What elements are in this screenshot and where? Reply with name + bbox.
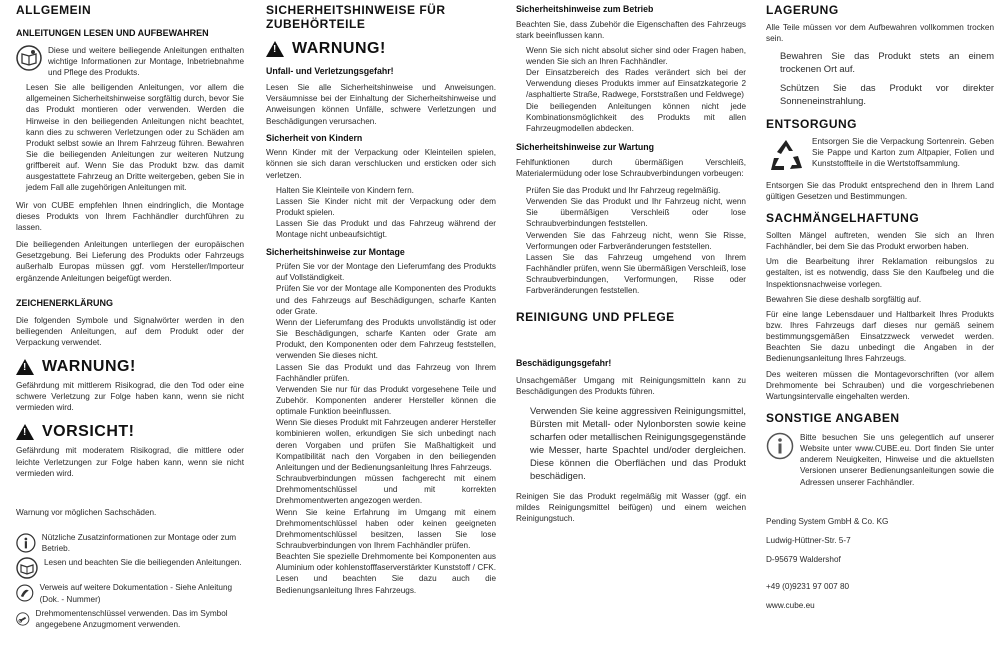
children-item: Lassen Sie Kinder nicht mit der Verpackung oder dem Produkt spielen. xyxy=(276,196,496,218)
legend-text: Verweis auf weitere Dokumentation - Siehe Anleitung (Dok. - Nummer) xyxy=(39,583,233,604)
damage-subheading: Beschädigungsgefahr! xyxy=(516,358,612,369)
warning-label-text: WARNUNG! xyxy=(42,357,136,375)
caution-label xyxy=(16,423,244,441)
warning-label xyxy=(266,40,496,58)
website-link[interactable]: www.cube.eu xyxy=(766,601,815,611)
warranty-paragraph: Sollten Mängel auftreten, wenden Sie sich an Ihren Fachhändler, bei dem Sie das Produkt erworben haben. xyxy=(766,230,994,252)
read-info-text: Diese und weitere beiliegende Anleitungen enthalten wichtige Informationen zur Montage, Inbetriebnahme und Pflege des Produkts. xyxy=(48,45,244,77)
legend-item xyxy=(16,557,244,579)
legend-item xyxy=(16,582,244,604)
operation-item: Der Einsatzbereich des Rades verändert sich bei der Verwendung dieses Produkts immer auf Einsatzkategorie 2 /asphaltierte Straße, Radwege, Forststraßen und Feldwege) xyxy=(526,68,746,100)
maintenance-item: Prüfen Sie das Produkt und Ihr Fahrzeug regelmäßig. xyxy=(526,185,721,195)
warning-label-text: WARNUNG! xyxy=(292,39,386,57)
assembly-item: Wenn Sie dieses Produkt mit Fahrzeugen anderer Hersteller kombinieren wollen, erkundigen Sie sich unbedingt nach deren Vorgaben und prüfen Sie Maßhaltigkeit und Kompatibilität nach den Vorgaben in den beiliegenden Anleitungen und der Bedienungsanleitung Ihres Fahrzeugs. xyxy=(276,418,496,472)
read-info-block xyxy=(16,45,244,78)
caution-paragraph: Gefährdung mit moderatem Risikograd, die mittlere oder leichte Verletzungen zur Folge haben kann, wenn sie nicht vermieden wird. xyxy=(16,446,244,478)
torque-wrench-icon xyxy=(16,608,30,630)
phone-number: +49 (0)9231 97 007 80 xyxy=(766,582,850,592)
storage-paragraph: Alle Teile müssen vor dem Aufbewahren vollkommen trocken sein. xyxy=(766,22,994,43)
assembly-item: Prüfen Sie vor der Montage alle Komponenten des Produkts und des Fahrzeugs auf Beschädigungen, scharfe Kanten oder Grate. xyxy=(276,284,496,316)
heading-warranty: SACHMÄNGELHAFTUNG xyxy=(766,211,920,226)
column-storage xyxy=(766,0,994,654)
symbols-paragraph: Die folgenden Symbole und Signalwörter werden in den beiliegenden Anleitungen, auf dem Produkt oder der Verpackung verwendet. xyxy=(16,315,244,347)
read-manual-icon xyxy=(16,45,42,71)
damage-paragraph: Unsachgemäßer Umgang mit Reinigungsmitteln kann zu Beschädigungen des Produkts führen. xyxy=(516,375,746,397)
storage-item: Schützen Sie das Produkt vor direkter Sonneneinstrahlung. xyxy=(780,82,994,107)
maintenance-paragraph: Fehlfunktionen durch übermäßigen Verschleiß, Materialermüdung oder lose Schraubverbindungen vorbeugen: xyxy=(516,157,746,178)
warranty-paragraph: Bewahren Sie diese deshalb sorgfältig auf. xyxy=(766,294,922,304)
maintenance-subheading: Sicherheitshinweise zur Wartung xyxy=(516,142,655,153)
maintenance-item: Lassen Sie das Fahrzeug umgehend von Ihrem Fachhändler prüfen, wenn Sie übermäßigen Verschleiß, lose Schraubverbindungen, Verformungen, Risse oder Farbveränderungen feststellen. xyxy=(526,252,746,296)
children-subheading: Sicherheit von Kindern xyxy=(266,132,363,143)
info-icon xyxy=(766,432,794,460)
address-block xyxy=(766,516,994,612)
heading-cleaning: REINIGUNG UND PFLEGE xyxy=(516,309,675,324)
documentation-icon xyxy=(16,582,34,604)
legend-item xyxy=(16,532,244,554)
heading-storage: LAGERUNG xyxy=(766,3,839,17)
assembly-item: Prüfen Sie vor der Montage den Lieferumfang des Produkts auf Vollständigkeit. xyxy=(276,262,496,283)
legend-text: Drehmomentenschlüssel verwenden. Das im Symbol angegebene Anzugmoment verwenden. xyxy=(35,608,228,629)
heading-other: SONSTIGE ANGABEN xyxy=(766,411,900,426)
disposal-block xyxy=(766,136,994,176)
maintenance-item: Verwenden Sie das Fahrzeug nicht, wenn Sie Risse, Verformungen oder Farbveränderungen feststellen. xyxy=(526,230,746,251)
column-safety xyxy=(266,0,496,654)
children-paragraph: Wenn Kinder mit der Verpackung oder Kleinteilen spielen, können sie sich daran verschlucken und ersticken oder sich verletzen. xyxy=(266,148,496,180)
damage-warning-paragraph: Warnung vor möglichen Sachschäden. xyxy=(16,507,157,517)
warranty-paragraph: Um die Bearbeitung ihrer Reklamation reibungslos zu gestalten, ist es notwendig, dass Sie den Kaufbeleg und die Inspektionsnachweise vorlegen. xyxy=(766,257,994,289)
column-general xyxy=(16,0,244,654)
assembly-item: Lassen Sie das Produkt und das Fahrzeug von Ihrem Fachhändler prüfen. xyxy=(276,362,496,383)
read-manual-icon xyxy=(16,557,38,579)
children-item: Halten Sie Kleinteile von Kindern fern. xyxy=(276,185,414,195)
heading-safety: SICHERHEITSHINWEISE FÜR ZUBEHÖRTEILE xyxy=(266,3,446,31)
address-line: Pending System GmbH & Co. KG xyxy=(766,516,889,526)
damage-item: Verwenden Sie keine aggressiven Reinigungsmittel, Bürsten mit Metall- oder Nylonborsten sowie keine scharfen oder metallischen Reinigungsgegenstände wie Messer, harte Spachtel und/oder dergleichen. Diese können die Oberflächen und das Produkt beschädigen. xyxy=(530,405,746,482)
other-info-text: Bitte besuchen Sie uns gelegentlich auf unserer Website unter www.CUBE.eu. Dort finden Sie unter anderem Neuigkeiten, Hinweise und die aktuellsten Versionen unserer Bedienungsanleitungen sowie die Adressen unserer Fachhändler. xyxy=(800,432,994,487)
operation-item: Wenn Sie sich nicht absolut sicher sind oder Fragen haben, wenden Sie sich an Ihren Fachhändler. xyxy=(526,45,746,67)
assembly-item: Schraubverbindungen müssen fachgerecht mit einem Drehmomentschlüssel und mit korrekten Drehmomentwerten angezogen werden. xyxy=(276,474,496,506)
assembly-subheading: Sicherheitshinweise zur Montage xyxy=(266,246,405,257)
warning-triangle-icon xyxy=(16,359,34,375)
recycling-icon xyxy=(766,136,806,176)
heading-symbols: ZEICHENERKLÄRUNG xyxy=(16,297,114,308)
read-paragraph-2: Wir von CUBE empfehlen Ihnen eindringlich, die Montage dieses Produkts von Ihrem Fachhändler durchführen zu lassen. xyxy=(16,200,244,232)
children-item: Lassen Sie das Produkt und das Fahrzeug während der Montage nicht unbeaufsichtigt. xyxy=(276,219,496,240)
assembly-item: Beachten Sie spezielle Drehmomente bei Komponenten aus Aluminium oder kohlenstofffaserverstärkter Kunststoff / CFK. Lesen und beachten Sie dazu auch die Bedienungsanleitung Ihres Fahrzeugs. xyxy=(276,552,496,595)
other-info-block xyxy=(766,432,994,488)
operation-subheading: Sicherheitshinweise zum Betrieb xyxy=(516,4,654,14)
danger-subheading: Unfall- und Verletzungsgefahr! xyxy=(266,65,394,76)
operation-paragraph: Beachten Sie, dass Zubehör die Eigenschaften des Fahrzeugs stark beeinflussen kann. xyxy=(516,19,746,40)
legend-text: Nützliche Zusatzinformationen zur Montage oder zum Betrieb. xyxy=(41,533,237,554)
assembly-item: Wenn Sie keine Erfahrung im Umgang mit einem Drehmomentschlüssel haben oder keinen geeigneten Drehmomentschlüssel besitzen, lassen Sie lose Schraubverbindungen von Ihrem Fachhändler prüfen. xyxy=(276,507,496,551)
storage-item: Bewahren Sie das Produkt stets an einem trockenen Ort auf. xyxy=(780,50,994,75)
heading-disposal: ENTSORGUNG xyxy=(766,116,858,131)
read-paragraph-1: Lesen Sie alle beiligenden Anleitungen, vor allem die allgemeinen Sicherheitshinweise sorgfältig durch, bevor Sie das Produkt montieren oder verwenden. Werden die Hinweise in den beiliegenden Anleitungen nicht beachtet, kann dies zu schweren Verletzungen oder zu Schäden am Produkt selbst sowie an Ihrem Fahrzeug führen. Bewahren Sie die beiliegenden Anleitungen zur weiteren Nutzung griffbereit auf. Wenn Sie das Produkt bzw. das damit ausgestattete Fahrzeug an Dritte weitergeben, geben Sie in jedem Fall alle zugehörigen Anleitungen mit. xyxy=(26,83,244,193)
warranty-paragraph: Des weiteren müssen die Montagevorschriften (vor allem Drehmomente bei Schrauben) und die vorgeschriebenen Wartungsintervalle eingehalten werden. xyxy=(766,369,994,401)
warning-paragraph: Gefährdung mit mittlerem Risikograd, die den Tod oder eine schwere Verletzung zur Folge haben kann, wenn sie nicht vermieden wird. xyxy=(16,380,244,413)
assembly-item: Verwenden Sie nur für das Produkt vorgesehene Teile und Zubehör. Komponenten anderer Hersteller können die optimale Funktion beeinflussen. xyxy=(276,384,496,417)
warning-label xyxy=(16,358,244,376)
legend-item xyxy=(16,608,244,630)
disposal-info-text: Entsorgen Sie die Verpackung Sortenrein. Geben Sie Pappe und Karton zum Altpapier, Folien und Kunststoffteile in die Wertstoffsammlung. xyxy=(812,136,994,169)
warning-triangle-icon xyxy=(266,41,284,57)
caution-label-text: VORSICHT! xyxy=(42,423,135,441)
warranty-paragraph: Für eine lange Lebensdauer und Haltbarkeit Ihres Produkts bzw. Ihres Fahrzeugs darf dieses nur gemäß seinem bestimmungsgemäßen Einsatzzweck verwedet werden. Beachten Sie dazu unbedingt die Angaben in der Bedienungsanleitung Ihres Fahrzeugs. xyxy=(766,309,994,364)
heading-general: ALLGEMEIN xyxy=(16,3,92,17)
heading-read-instructions: ANLEITUNGEN LESEN UND AUFBEWAHREN xyxy=(16,27,209,38)
maintenance-item: Verwenden Sie das Produkt und Ihr Fahrzeug nicht, wenn Sie übermäßigen Verschleiß oder lose Schraubverbindungen feststellen. xyxy=(526,197,746,229)
danger-paragraph: Lesen Sie alle Sicherheitshinweise und Anweisungen. Versäumnisse bei der Einhaltung der Sicherheitshinweise und Anweisungen können Unfälle, schwere Verletzungen und Beschädigungen verursachen. xyxy=(266,83,496,126)
assembly-item: Wenn der Lieferumfang des Produkts unvollständig ist oder Sie Beschädigungen, scharfe Kanten oder Grate am Produkt, den Komponenten oder dem Fahrzeug feststellen, verwenden Sie dieses nicht. xyxy=(276,317,496,361)
address-line: D-95679 Waldershof xyxy=(766,554,841,564)
cleaning-paragraph: Reinigen Sie das Produkt regelmäßig mit Wasser (ggf. ein mildes Reinigungsmittel beifügen) und einem weichen Reinigungstuch. xyxy=(516,492,746,524)
read-paragraph-3: Die beiliegenden Anleitungen unterliegen der europäischen Gesetzgebung. Bei Lieferung des Produkts oder Fahrzeugs außerhalb Europas müssen ggf. vom Hersteller/Importeur ergänzende Anleitungen beigefügt werden. xyxy=(16,240,244,283)
caution-triangle-icon xyxy=(16,424,34,440)
legend-text: Lesen und beachten Sie die beiliegenden Anleitungen. xyxy=(44,558,242,568)
address-line: Ludwig-Hüttner-Str. 5-7 xyxy=(766,535,851,545)
disposal-paragraph: Entsorgen Sie das Produkt entsprechend den in Ihrem Land gültigen Gesetzen und Bestimmungen. xyxy=(766,180,994,201)
info-icon xyxy=(16,532,36,554)
operation-item: Die beiliegenden Anleitungen können nicht jede Kombinationsmöglichkeit des Produkts mit allen Fahrzeugmodellen abdecken. xyxy=(526,101,746,133)
column-operation xyxy=(516,0,746,654)
